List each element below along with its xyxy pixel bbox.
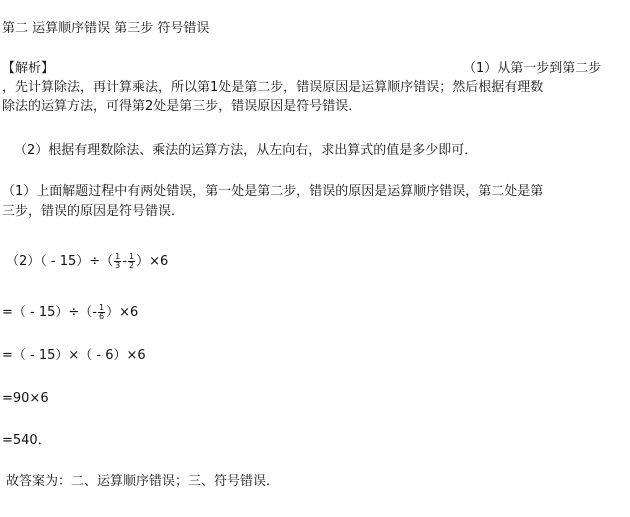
calc-step-2-suffix: ）×6	[106, 305, 139, 320]
fraction-numerator: 1	[115, 252, 121, 261]
analysis-line-2: ，先计算除法，再计算乘法，所以第1处是第二步，错误原因是运算顺序错误；然后根据有理数	[2, 80, 544, 95]
fraction-denominator: 3	[115, 261, 121, 270]
conclusion-line: 故答案为：二、运算顺序错误；三、符号错误．	[6, 474, 280, 489]
fraction-numerator: 1	[128, 252, 135, 261]
answer-line-1: （1）上面解题过程中有两处错误，第一处是第二步，错误的原因是运算顺序错误，第二处是第	[2, 184, 544, 199]
calc-step-2	[2, 304, 138, 321]
analysis-label: 【解析】	[2, 61, 55, 76]
calc-step-1-minus: -	[122, 254, 127, 269]
fraction-one-third	[114, 253, 121, 270]
fraction-one-half	[128, 253, 135, 270]
calc-step-5: =540．	[2, 433, 51, 448]
header-line: 第二 运算顺序错误 第三步 符号错误	[2, 21, 210, 36]
fraction-one-sixth	[98, 304, 105, 321]
calc-step-1	[6, 253, 168, 270]
analysis-line-4: （2）根据有理数除法、乘法的运算方法，从左向右，求出算式的值是多少即可．	[14, 143, 478, 158]
calc-step-2-prefix: =（ - 15）÷（-	[2, 305, 97, 320]
calc-step-4: =90×6	[2, 391, 49, 406]
analysis-line-3: 除法的运算方法，可得第2处是第三步，错误原因是符号错误．	[2, 99, 362, 114]
calc-step-1-suffix: ）×6	[136, 254, 169, 269]
fraction-numerator: 1	[98, 303, 105, 312]
fraction-denominator: 2	[128, 261, 135, 270]
answer-line-2: 三步，错误的原因是符号错误．	[2, 204, 185, 219]
fraction-denominator: 6	[98, 312, 105, 321]
analysis-step-1-heading: （1）从第一步到第二步	[463, 61, 602, 76]
calc-step-1-prefix: （2）（ - 15）÷（	[6, 254, 114, 269]
calc-step-3: =（ - 15）×（ - 6）×6	[2, 348, 146, 363]
